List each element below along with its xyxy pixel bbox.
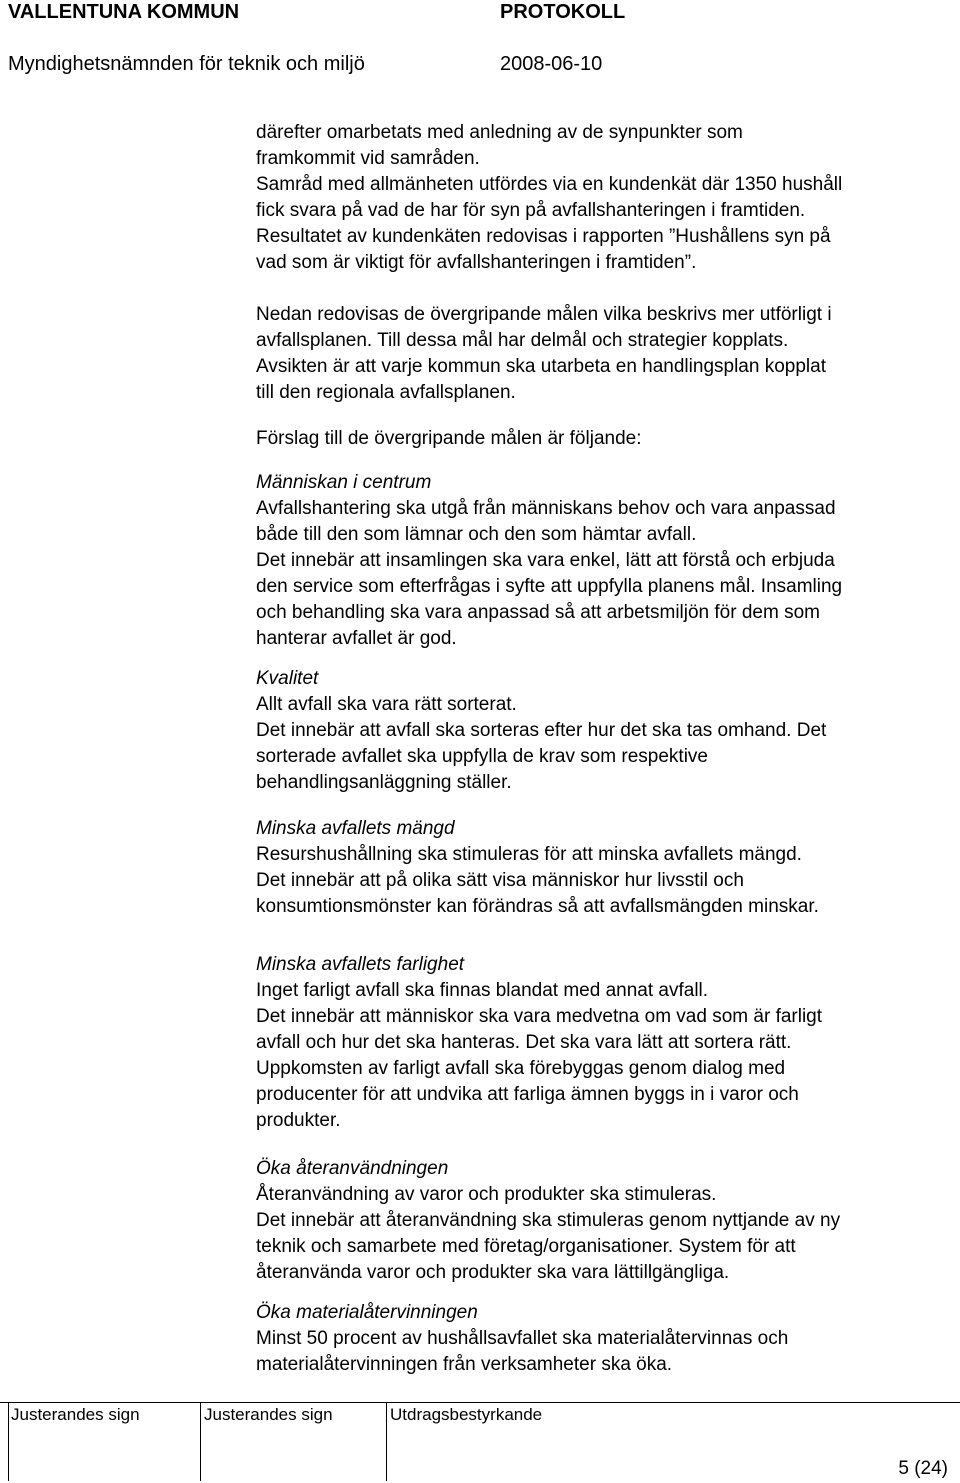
text-line: framkommit vid samråden. (256, 148, 480, 169)
document-type: PROTOKOLL (500, 1, 626, 23)
footer-sign-cell-1 (8, 1403, 200, 1481)
text-line: den service som efterfrågas i syfte att uppfylla planens mål. Insamling (256, 576, 843, 597)
text-line: och behandling ska vara anpassad så att arbetsmiljön för dem som (256, 602, 820, 623)
text-line: både till den som lämnar och den som hämtar avfall. (256, 524, 697, 545)
text-line: fick svara på vad de har för syn på avfallshanteringen i framtiden. (256, 200, 806, 221)
text-line: Resultatet av kundenkäten redovisas i rapporten ”Hushållens syn på (256, 226, 831, 247)
text-line: hanterar avfallet är god. (256, 628, 457, 649)
text-line: producenter för att undvika att farliga ämnen byggs in i varor och (256, 1084, 799, 1105)
page-header-top (8, 0, 960, 24)
footer-sign-cell-2 (200, 1403, 386, 1481)
section-materialatervinning (256, 1300, 956, 1378)
footer-extract-cell (386, 1403, 960, 1481)
text-line: Det innebär att på olika sätt visa människor hur livsstil och (256, 870, 744, 891)
section-heading: Minska avfallets mängd (256, 818, 455, 839)
section-ateranvandning (256, 1156, 956, 1286)
page-number: 5 (24) (898, 1458, 948, 1479)
text-line: Avfallshantering ska utgå från människans behov och vara anpassad (256, 498, 836, 519)
page-header-bottom (8, 52, 960, 76)
section-minska-farlighet (256, 952, 956, 1134)
proposal-intro (256, 426, 956, 452)
text-line: Minst 50 procent av hushållsavfallet ska materialåtervinnas och (256, 1328, 789, 1349)
text-line: vad som är viktigt för avfallshanteringen i framtiden”. (256, 252, 697, 273)
paragraph-intro (256, 120, 956, 276)
committee-name: Myndighetsnämnden för teknik och miljö (8, 53, 365, 75)
text-line: Uppkomsten av farligt avfall ska förebyggas genom dialog med (256, 1058, 786, 1079)
section-kvalitet (256, 666, 956, 796)
text-line: Återanvändning av varor och produkter ska stimuleras. (256, 1184, 717, 1205)
signature-label: Justerandes sign (11, 1405, 140, 1424)
text-line: därefter omarbetats med anledning av de synpunkter som (256, 122, 743, 143)
extract-label: Utdragsbestyrkande (390, 1405, 543, 1424)
text-line: återanvända varor och produkter ska vara lättillgängliga. (256, 1262, 730, 1283)
text-line: till den regionala avfallsplanen. (256, 382, 516, 403)
text-line: materialåtervinningen från verksamheter ska öka. (256, 1354, 673, 1375)
section-manniskan (256, 470, 956, 652)
section-minska-mangd (256, 816, 956, 920)
text-line: Inget farligt avfall ska finnas blandat med annat avfall. (256, 980, 709, 1001)
paragraph-goals (256, 302, 956, 406)
text-line: Förslag till de övergripande målen är följande: (256, 428, 642, 449)
text-line: behandlingsanläggning ställer. (256, 772, 512, 793)
text-line: Samråd med allmänheten utfördes via en kundenkät där 1350 hushåll (256, 174, 843, 195)
meeting-date: 2008-06-10 (500, 53, 603, 75)
section-heading: Öka återanvändningen (256, 1158, 449, 1179)
signature-label: Justerandes sign (204, 1405, 333, 1424)
signature-footer (0, 1402, 960, 1483)
text-line: Nedan redovisas de övergripande målen vilka beskrivs mer utförligt i (256, 304, 832, 325)
organization-name: VALLENTUNA KOMMUN (8, 1, 240, 23)
text-line: produkter. (256, 1110, 341, 1131)
section-heading: Minska avfallets farlighet (256, 954, 465, 975)
section-heading: Människan i centrum (256, 472, 432, 493)
text-line: teknik och samarbete med företag/organisationer. System för att (256, 1236, 796, 1257)
text-line: sorterade avfallet ska uppfylla de krav som respektive (256, 746, 708, 767)
text-line: Avsikten är att varje kommun ska utarbeta en handlingsplan kopplat (256, 356, 826, 377)
text-line: avfallsplanen. Till dessa mål har delmål och strategier kopplats. (256, 330, 789, 351)
text-line: konsumtionsmönster kan förändras så att avfallsmängden minskar. (256, 896, 819, 917)
text-line: Resurshushållning ska stimuleras för att minska avfallets mängd. (256, 844, 802, 865)
section-heading: Öka materialåtervinningen (256, 1302, 478, 1323)
text-line: Det innebär att återanvändning ska stimuleras genom nyttjande av ny (256, 1210, 841, 1231)
text-line: avfall och hur det ska hanteras. Det ska vara lätt att sortera rätt. (256, 1032, 792, 1053)
text-line: Allt avfall ska vara rätt sorterat. (256, 694, 517, 715)
section-heading: Kvalitet (256, 668, 319, 689)
text-line: Det innebär att insamlingen ska vara enkel, lätt att förstå och erbjuda (256, 550, 835, 571)
text-line: Det innebär att avfall ska sorteras efter hur det ska tas omhand. Det (256, 720, 827, 741)
text-line: Det innebär att människor ska vara medvetna om vad som är farligt (256, 1006, 823, 1027)
